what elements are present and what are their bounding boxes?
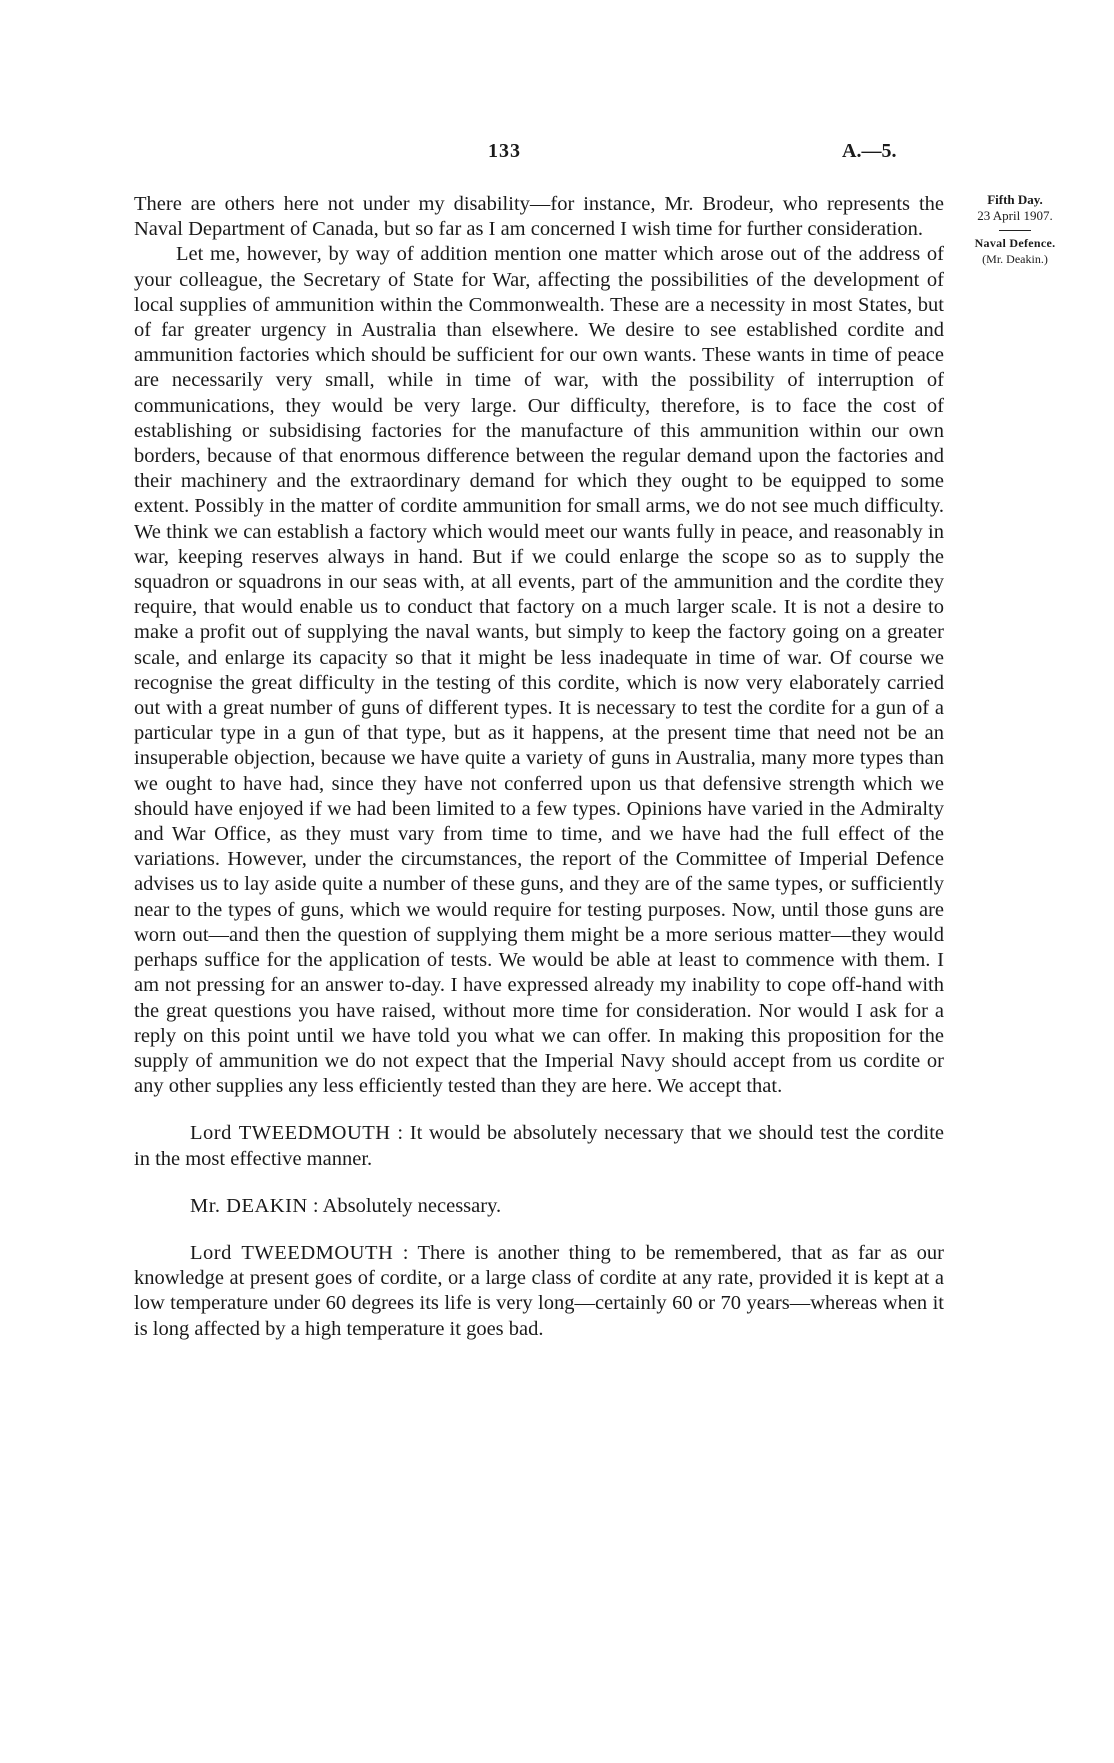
paragraph-continuation: There are others here not under my disability—for instance, Mr. Brodeur, who represents the Naval Department of Canada, but so far as I am concerned I wish time for further consideration. <box>134 193 944 241</box>
speaker-name: Mr. DEAKIN <box>190 1194 308 1217</box>
margin-section: Naval Defence. <box>974 236 1056 250</box>
speech-tweedmouth-1 <box>134 1121 944 1171</box>
speaker-name: Lord TWEEDMOUTH <box>190 1122 391 1145</box>
document-reference: A.—5. <box>842 140 897 162</box>
margin-speaker: (Mr. Deakin.) <box>982 252 1048 266</box>
body-text <box>134 192 944 1342</box>
margin-note <box>950 192 1080 267</box>
margin-day: Fifth Day. <box>987 192 1043 207</box>
margin-rule <box>999 230 1031 231</box>
speech-text: : Absolutely necessary. <box>312 1194 502 1217</box>
margin-date: 23 April 1907. <box>977 208 1053 223</box>
speaker-name: Lord TWEEDMOUTH <box>190 1241 394 1264</box>
speech-text: : It would be absolutely necessary that we should test the cordite in the most effective manner. <box>134 1122 944 1170</box>
speech-deakin <box>134 1194 944 1219</box>
paragraph-deakin-ammunition: Let me, however, by way of addition mention one matter which arose out of the address of your colleague, the Secretary of State for War, affecting the possibilities of the development of local supplies of ammunition within the Commonwealth. These are a necessity in most States, but of far greater urgency in Australia than elsewhere. We desire to see established cordite and ammunition factories which should be sufficient for our own wants. These wants in time of peace are necessarily very small, while in time of war, with the possibility of interruption of communications, they would be very large. Our difficulty, therefore, is to face the cost of establishing or subsidising factories for the manufacture of this ammunition within our own borders, because of that enormous difference between the regular demand upon the factories and their machinery and the extraordinary demand for which they ought to be equipped to some extent. Possibly in the matter of cordite ammunition for small arms, we do not see much difficulty. We think we can establish a factory which would meet our wants fully in peace, and reasonably in war, keeping reserves always in hand. But if we could enlarge the scope so as to supply the squadron or squadrons in our seas with, at all events, part of the ammunition and the cordite they require, that would enable us to conduct that factory on a much larger scale. It is not a desire to make a profit out of supplying the naval wants, but simply to keep the factory going on a greater scale, and enlarge its capacity so that it might be less inadequate in time of war. Of course we recognise the great difficulty in the testing of this cordite, which is now very elaborately carried out with a great number of guns of different types. It is necessary to test the cordite for a gun of a particular type in a gun of that type, but as it happens, at the present time that need not be an insuperable objection, because we have quite a variety of guns in Australia, many more types than we ought to have had, since they have not conferred upon us that defensive strength which we should have enjoyed if we had been limited to a few types. Opinions have varied in the Admiralty and War Office, as they must vary from time to time, and we have had the full effect of the variations. However, under the circumstances, the report of the Committee of Imperial Defence advises us to lay aside quite a number of these guns, and they are of the same types, or sufficiently near to the types of guns, which we would require for testing purposes. Now, until those guns are worn out—and then the question of supplying them might be a more serious matter—they would perhaps suffice for the application of tests. We would be able at least to commence with them. I am not pressing for an answer to-day. I have expressed already my inability to cope off-hand with the great questions you have raised, without more time for consideration. Nor would I ask for a reply on this point until we have told you what we can offer. In making this proposition for the supply of ammunition we do not expect that the Imperial Navy should accept from us cordite or any other supplies any less efficiently tested than they are here. We accept that. <box>134 243 944 1098</box>
speech-text: : There is another thing to be remembered, that as far as our knowledge at present goes of cordite, or a large class of cordite at any rate, provided it is kept at a low temperature under 60 degrees its life is very long—certainly 60 or 70 years—whereas when it is long affected by a high temperature it goes bad. <box>134 1241 944 1340</box>
page-number: 133 <box>488 140 521 162</box>
speech-tweedmouth-2 <box>134 1241 944 1342</box>
